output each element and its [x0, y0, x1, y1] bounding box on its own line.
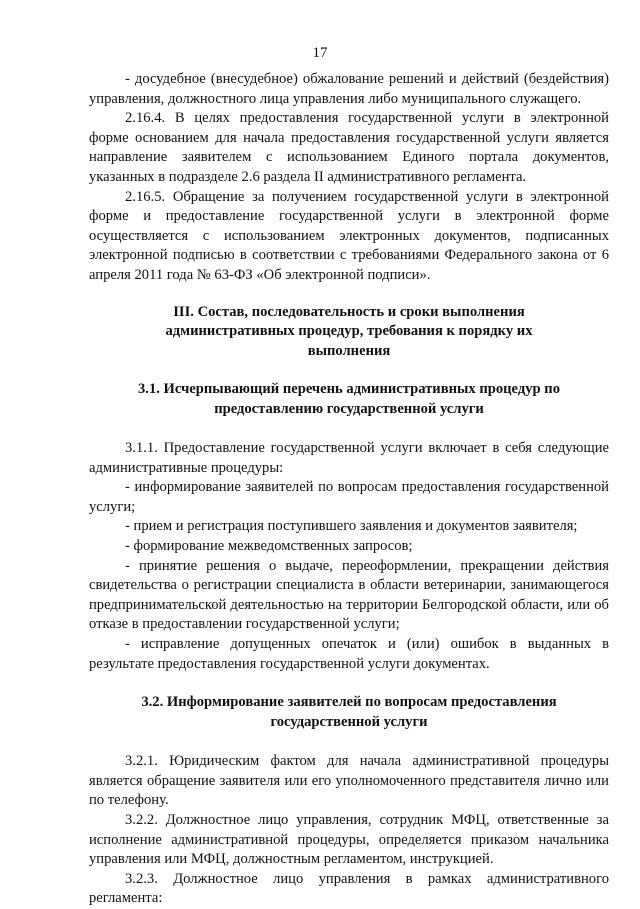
paragraph-3-2-2: 3.2.2. Должностное лицо управления, сотрудник МФЦ, ответственные за исполнение административной процедуры, определяется приказом начальника управления или МФЦ, должностным регламентом, инструкцией.: [89, 811, 609, 868]
paragraph-3-1-1: 3.1.1. Предоставление государственной услуги включает в себя следующие административные процедуры:: [89, 440, 609, 476]
list-item-informing: - информирование заявителей по вопросам предоставления государственной услуги;: [89, 479, 609, 515]
subsection-heading-3-2: 3.2. Информирование заявителей по вопросам предоставления государственной услуги: [141, 694, 557, 730]
list-item-decision: - принятие решения о выдаче, переоформлении, прекращении действия свидетельства о регистрации специалиста в области ветеринарии, занимающегося предпринимательской деятельностью на территории Белгородской области, или об отказе в предоставлении государственной услуги;: [89, 557, 609, 633]
page-number: 17: [312, 45, 328, 61]
paragraph-3-2-3: 3.2.3. Должностное лицо управления в рамках административного регламента:: [89, 870, 609, 907]
paragraph-2-16-5: 2.16.5. Обращение за получением государственной услуги в электронной форме и предоставление государственной услуги в электронной форме осуществляется с использованием электронных документов, подписанных электронной подписью в соответствии с требованиями Федерального закона от 6 апреля 2011 года № 63-ФЗ «Об электронной подписи».: [89, 188, 609, 283]
paragraph-appeal-item: - досудебное (внесудебное) обжалование решений и действий (бездействия) управления, должностного лица управления либо муниципального служащего.: [89, 71, 609, 107]
section-heading-iii: III. Состав, последовательность и сроки выполнения административных процедур, требования к порядку их выполнения: [165, 303, 533, 359]
list-item-correction: - исправление допущенных опечаток и (или) ошибок в выданных в результате предоставления государственной услуги документах.: [89, 635, 609, 672]
paragraph-2-16-4: 2.16.4. В целях предоставления государственной услуги в электронной форме основанием для начала предоставления государственной услуги является направление заявителем с использованием Единого портала документов, указанных в подразделе 2.6 раздела II административного регламента.: [89, 110, 609, 185]
page-body: [89, 70, 609, 909]
subsection-heading-3-1: 3.1. Исчерпывающий перечень административных процедур по предоставлению государственной услуги: [138, 381, 560, 417]
list-item-registration: - прием и регистрация поступившего заявления и документов заявителя;: [125, 518, 578, 535]
list-item-requests: - формирование межведомственных запросов;: [125, 538, 413, 554]
paragraph-3-2-1: 3.2.1. Юридическим фактом для начала административной процедуры является обращение заявителя или его уполномоченного представителя лично или по телефону.: [89, 753, 609, 809]
